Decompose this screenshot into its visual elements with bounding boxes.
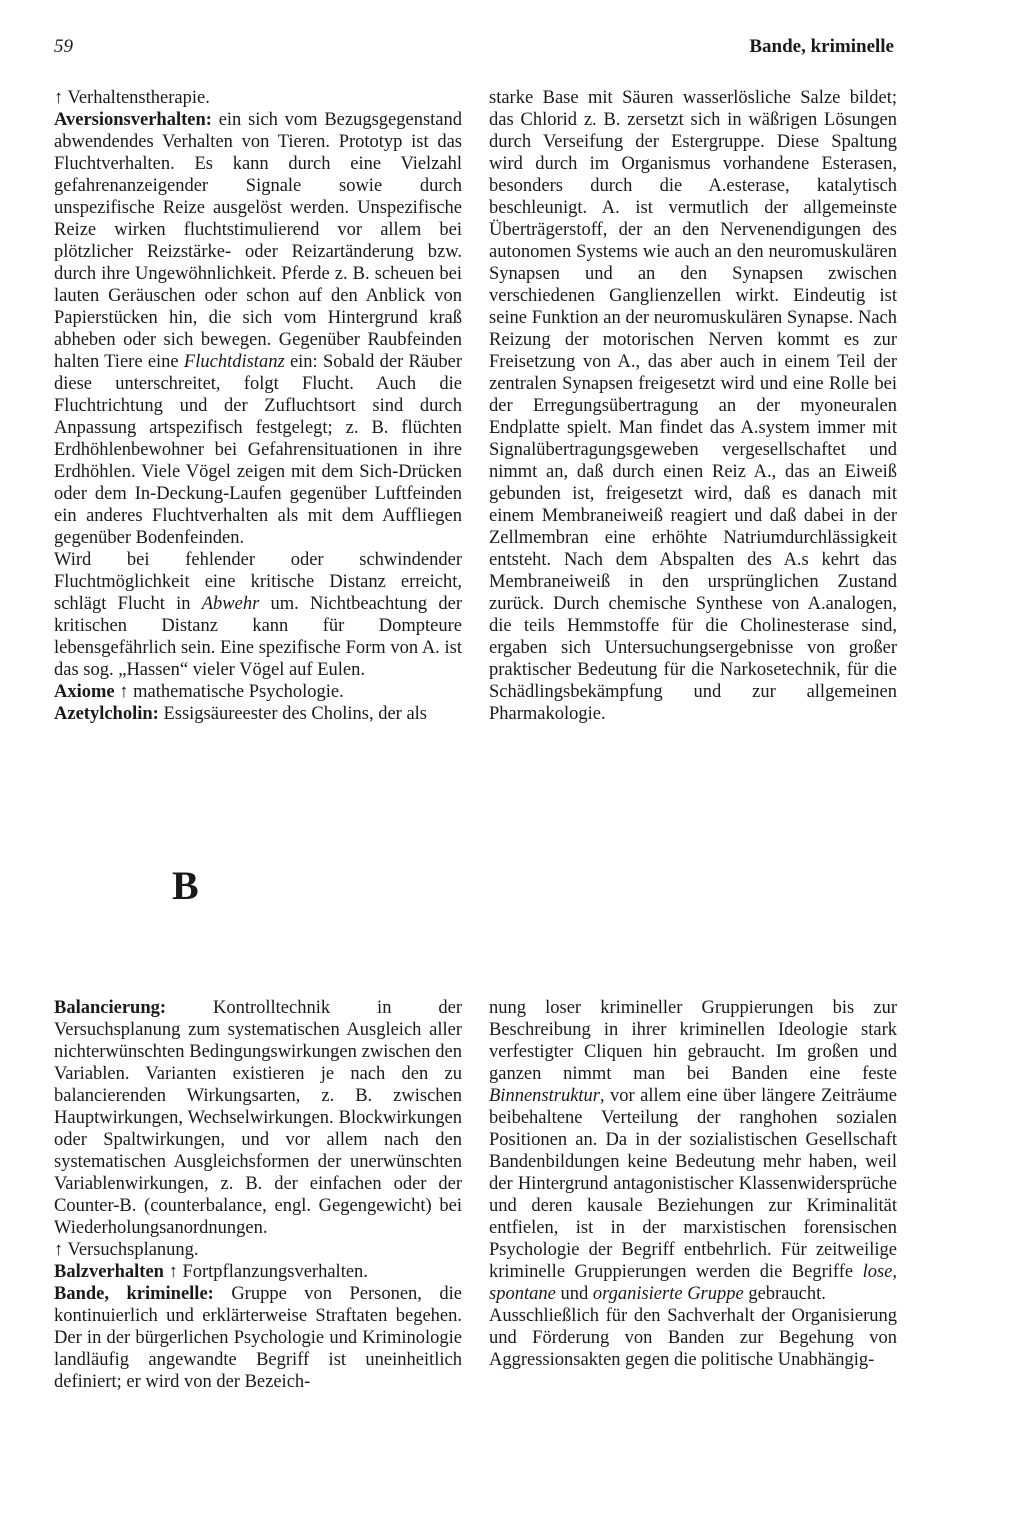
entry-text: nung loser krimineller Gruppierungen bis zur Beschreibung in ihrer kriminellen Ideologie stark verfestigter Cliquen hin gebraucht. Im großen und ganzen nimmt man bei Banden eine feste (489, 998, 897, 1084)
entry-axiome (54, 681, 462, 703)
entry-text: Kontrolltechnik in der Versuchsplanung zum systematischen Ausgleich aller nichterwünschten Bedingungswirkungen zwischen den Variablen. Varianten existieren je nach den zu balancierenden Wirkungsarten, z. B. zwischen Hauptwirkungen, Wechselwirkungen. Blockwirkungen oder Spaltwirkungen, und vor allem nach den systematischen Ausgleichsformen der unerwünschten Variablenwirkungen, z. B. der einfachen oder der Counter-B. (counterbalance, engl. Gegengewicht) bei Wiederholungsanordnungen. (54, 998, 462, 1238)
cross-reference: ↑ Versuchsplanung. (54, 1240, 199, 1260)
emphasis-term: Fluchtdistanz (183, 352, 285, 372)
entry-aversionsverhalten (54, 109, 462, 549)
entry-balancierung (54, 997, 462, 1239)
lemma: Balancierung: (54, 998, 167, 1018)
emphasis-term: lose, spontane (489, 1262, 897, 1304)
emphasis-term: Abwehr (201, 594, 260, 614)
entry-text: ein sich vom Bezugsgegenstand abwendendes Verhalten von Tieren. Prototyp ist das Fluchtverhalten. Es kann durch eine Vielzahl gefahrenanzeigender Signale sowie durch unspezifische Reize ausgelöst werden. Unspezifische Reize wirken fluchtstimulierend vor allem bei plötzlicher Reizstärke- oder Reizartänderung bzw. durch ihre Ungewöhnlichkeit. Pferde z. B. scheuen bei lauten Geräuschen oder schon auf den Anblick von Papierstücken hin, die sich vom Hintergrund kraß abheben oder sich bewegen. Gegenüber Raubfeinden halten Tiere eine (54, 110, 462, 372)
column-bottom-right (489, 997, 897, 1371)
lemma: Aversionsverhalten: (54, 110, 212, 130)
paragraph-continuation (54, 549, 462, 681)
entry-text: gebraucht. (743, 1284, 826, 1304)
column-bottom-left (54, 997, 462, 1393)
entry-text: und (555, 1284, 593, 1304)
entry-text: Essigsäureester des Cholins, der als (163, 704, 428, 724)
column-top-right (489, 87, 897, 725)
section-letter: B (172, 863, 199, 908)
entry-bande-continued (489, 997, 897, 1305)
entry-text: Gruppe von Personen, die kontinuierlich und erklärterweise Straftaten begehen. Der in der bürgerlichen Psychologie und Kriminologie landläufig angewandte Begriff ist uneinheitlich definiert; er wird von der Bezeich- (54, 1284, 463, 1392)
emphasis-term: organisierte Gruppe (592, 1284, 744, 1304)
entry-text: ein: Sobald der Räuber diese unterschreitet, folgt Flucht. Auch die Fluchtrichtung und der Zufluchtsort sind durch Anpassung artspezifisch festgelegt; z. B. flüchten Erdhöhlenbewohner bei Gefahrensituationen in ihre Erdhöhlen. Viele Vögel zeigen mit dem Sich-Drücken oder dem In-Deckung-Laufen gegenüber Luftfeinden ein anderes Fluchtverhalten als mit dem Auffliegen gegenüber Bodenfeinden. (54, 352, 462, 548)
lemma: Balzverhalten (54, 1262, 164, 1282)
entry-text: , vor allem eine über längere Zeiträume beibehaltene Verteilung der ranghohen sozialen Positionen an. Da in der sozialistischen Gesellschaft Bandenbildungen keine Bedeutung mehr haben, weil der Hintergrund antagonistischer Klassenwidersprüche und deren kausale Beziehungen zur Kriminalität entfielen, ist in der marxistischen forensischen Psychologie der Begriff entbehrlich. Für zeitweilige kriminelle Gruppierungen werden die Begriffe (489, 1086, 897, 1282)
lemma: Bande, kriminelle: (54, 1284, 214, 1304)
entry-text: Wird bei fehlender oder schwindender Fluchtmöglichkeit eine kritische Distanz erreicht, schlägt Flucht in (54, 550, 462, 614)
entry-text: ↑ Fortpflanzungsverhalten. (168, 1262, 368, 1282)
page-number: 59 (54, 36, 73, 57)
running-head: Bande, kriminelle (749, 36, 894, 57)
cross-reference: ↑ Verhaltenstherapie. (54, 88, 210, 108)
paragraph-continuation: Ausschließlich für den Sachverhalt der Organisierung und Förderung von Banden zur Begehung von Aggressionsakten gegen die politische Unabhängig- (489, 1306, 897, 1370)
lemma: Axiome (54, 682, 115, 702)
entry-balzverhalten (54, 1261, 462, 1283)
emphasis-term: Binnenstruktur (489, 1086, 600, 1106)
entry-bande-kriminelle (54, 1283, 462, 1393)
entry-azetylcholin (54, 703, 462, 725)
entry-azetylcholin-continued: starke Base mit Säuren wasserlösliche Salze bildet; das Chlorid z. B. zersetzt sich in wäßrigen Lösungen durch Verseifung der Estergruppe. Diese Spaltung wird durch im Organismus vorhandene Esterasen, besonders durch die A.esterase, katalytisch beschleunigt. A. ist vermutlich der allgemeinste Überträgerstoff, der an den Nervenendigungen des autonomen Systems wie auch an den neuromuskulären Synapsen und an den Synapsen zwischen verschiedenen Ganglienzellen wirkt. Eindeutig ist seine Funktion an der neuromuskulären Synapse. Nach Reizung der motorischen Nerven kommt es zur Freisetzung von A., das aber auch in einem Teil der zentralen Synapsen freigesetzt wird und eine Rolle bei der Erregungsübertragung an der myoneuralen Endplatte spielt. Man findet das A.system immer mit Signalübertragungsgeweben vergesellschaftet und nimmt an, daß durch einen Reiz A., das an Eiweiß gebunden ist, freigesetzt wird, daß es danach mit einem Membraneiweiß reagiert und daß dabei in der Zellmembran eine erhöhte Natriumdurchlässigkeit entsteht. Nach dem Abspalten des A.s kehrt das Membraneiweiß in den ursprünglichen Zustand zurück. Durch chemische Synthese von A.analogen, die teils Hemmstoffe für die Cholinesterase sind, ergaben sich Untersuchungsergebnisse von großer praktischer Bedeutung für die Narkosetechnik, für die Schädlingsbekämpfung und zur allgemeinen Pharmakologie. (489, 88, 897, 724)
lemma: Azetylcholin: (54, 704, 159, 724)
entry-text: um. Nichtbeachtung der kritischen Distanz kann für Dompteure lebensgefährlich sein. Eine spezifische Form von A. ist das sog. „Hassen“ vieler Vögel auf Eulen. (54, 594, 462, 680)
column-top-left (54, 87, 462, 725)
entry-text: ↑ mathematische Psychologie. (119, 682, 344, 702)
